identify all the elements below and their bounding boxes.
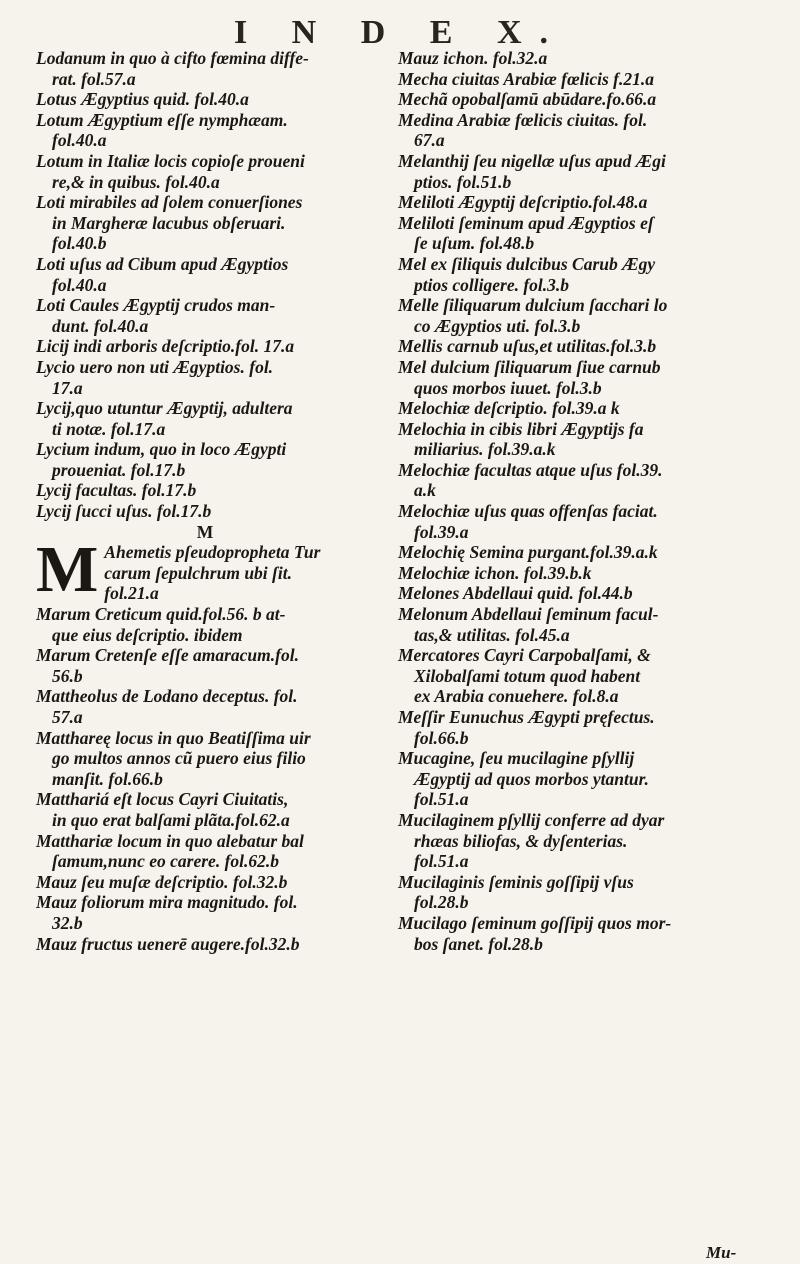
entry-line: Mel ex ſiliquis dulcibus Carub Ægy <box>398 253 656 274</box>
entry-line: go multos annos cũ puero eius filio <box>52 748 306 769</box>
entry-line: fol.39.a <box>414 521 469 542</box>
index-entry <box>398 89 738 110</box>
index-entry <box>398 295 738 336</box>
index-entry <box>398 810 738 872</box>
entry-line: fol.21.a <box>104 583 159 604</box>
entry-line: Matthariæ locum in quo alebatur bal <box>36 830 304 851</box>
index-entry <box>36 892 376 933</box>
index-entry <box>398 542 738 563</box>
index-entry <box>398 254 738 295</box>
entry-line: Mucilaginis ſeminis goſſipij vſus <box>398 871 634 892</box>
entry-line: fol.40.b <box>52 233 107 254</box>
index-entry <box>36 336 376 357</box>
entry-line: Melochiæ ichon. fol.39.b.k <box>398 562 592 583</box>
index-entry <box>36 604 376 645</box>
entry-line: dunt. fol.40.a <box>52 315 149 336</box>
entry-line: ptios colligere. fol.3.b <box>414 274 570 295</box>
index-entry <box>398 748 738 810</box>
entry-line: Matthareę locus in quo Beatiſſima uir <box>36 727 311 748</box>
entry-line: 57.a <box>52 707 83 727</box>
index-entry <box>398 583 738 604</box>
entry-line: Meliloti ſeminum apud Ægyptios eſ <box>398 212 654 233</box>
entry-line: Melochiæ facultas atque uſus fol.39. <box>398 459 663 480</box>
index-entry <box>36 934 376 955</box>
entry-line: Mel dulcium ſiliquarum ſiue carnub <box>398 356 661 377</box>
index-entry <box>398 604 738 645</box>
entry-line: Melochię Semina purgant.fol.39.a.k <box>398 542 658 563</box>
index-entry <box>36 254 376 295</box>
index-entry <box>36 110 376 151</box>
entry-line: quos morbos iuuet. fol.3.b <box>414 377 602 398</box>
entry-line: Lycij,quo utuntur Ægyptij, adultera <box>36 398 293 419</box>
index-entry <box>398 501 738 542</box>
catchword: Mu- <box>706 1243 737 1262</box>
index-entry <box>398 213 738 254</box>
entry-line: Meſſir Eunuchus Ægypti pręfectus. <box>398 707 655 727</box>
index-entry <box>36 89 376 110</box>
index-entry <box>36 480 376 501</box>
entry-line: ex Arabia conuehere. fol.8.a <box>414 686 619 707</box>
entry-line: Ahemetis pſeudopropheta Tur <box>104 542 321 563</box>
entry-line: 56.b <box>52 665 83 686</box>
index-entry <box>36 645 376 686</box>
entry-line: Mucilago ſeminum goſſipij quos mor- <box>398 912 672 933</box>
entry-line: Lotum Ægyptium eſſe nymphæam. <box>36 109 288 130</box>
index-entry <box>398 336 738 357</box>
entry-line: Mercatores Cayri Carpobalſami, & <box>398 645 651 666</box>
entry-line: in quo erat balſami plãta.fol.62.a <box>52 809 290 830</box>
index-entry <box>398 913 738 954</box>
index-entry <box>36 151 376 192</box>
page-header: I N D E X. <box>233 14 567 51</box>
entry-line: fol.51.a <box>414 789 469 810</box>
index-entry <box>398 151 738 192</box>
entry-line: Melochiæ deſcriptio. fol.39.a k <box>398 398 620 419</box>
entry-line: co Ægyptios uti. fol.3.b <box>414 315 581 336</box>
index-entry <box>36 48 376 89</box>
entry-line: Mattheolus de Lodano deceptus. fol. <box>36 686 298 707</box>
entry-line: Loti Caules Ægyptij crudos man- <box>36 295 276 316</box>
entry-line: Xilobalſami totum quod habent <box>414 665 641 686</box>
entry-line: fol.28.b <box>414 892 469 913</box>
entry-line: tas,& utilitas. fol.45.a <box>414 624 570 645</box>
entry-line: Melochiæ uſus quas offenſas faciat. <box>398 501 658 522</box>
entry-line: Loti mirabiles ad ſolem conuerſiones <box>36 192 303 213</box>
entry-line: fol.40.a <box>52 274 107 295</box>
index-entry <box>398 419 738 460</box>
index-entry <box>398 460 738 501</box>
entry-line: rat. fol.57.a <box>52 68 136 89</box>
entry-line: fol.66.b <box>414 727 469 748</box>
index-entry <box>36 192 376 254</box>
entry-line: Lycij ſucci uſus. fol.17.b <box>36 501 212 522</box>
index-entry <box>36 533 376 607</box>
entry-line: 17.a <box>52 377 83 398</box>
index-entry <box>36 357 376 398</box>
entry-line: Mauz ichon. fol.32.a <box>398 48 548 68</box>
entry-line: Lotus Ægyptius quid. fol.40.a <box>36 89 249 110</box>
index-entry <box>36 439 376 480</box>
entry-line: bos ſanet. fol.28.b <box>414 933 543 954</box>
index-entry <box>36 789 376 830</box>
entry-line: Marum Creticum quid.fol.56. b at- <box>36 604 286 625</box>
entry-line: Mauz ſeu muſæ deſcriptio. fol.32.b <box>36 871 288 892</box>
index-entry <box>36 686 376 727</box>
entry-line: ſe uſum. fol.48.b <box>414 233 535 254</box>
entry-line: Melochia in cibis libri Ægyptijs fa <box>398 418 644 439</box>
index-entry <box>398 563 738 584</box>
entry-line: ptios. fol.51.b <box>414 171 512 192</box>
index-entry <box>36 501 376 522</box>
entry-line: Loti uſus ad Cibum apud Ægyptios <box>36 253 289 274</box>
entry-line: Matthariá eſt locus Cayri Ciuitatis, <box>36 789 289 810</box>
entry-line: Lotum in Italiæ locis copioſe proueni <box>36 150 305 171</box>
index-entry <box>398 48 738 69</box>
entry-line: in Margheræ lacubus obſeruari. <box>52 212 286 233</box>
entry-line: Medina Arabiæ fœlicis ciuitas. fol. <box>398 109 648 130</box>
entry-line: Licij indi arboris deſcriptio.fol. 17.a <box>36 336 295 357</box>
entry-line: Melones Abdellaui quid. fol.44.b <box>398 583 633 604</box>
entry-line: a.k <box>414 480 436 501</box>
entry-line: Mucilaginem pſyllij conferre ad dyar <box>398 809 665 830</box>
entry-line: Mauz foliorum mira magnitudo. fol. <box>36 892 298 913</box>
entry-line: que eius deſcriptio. ibidem <box>52 624 243 645</box>
entry-line: fol.40.a <box>52 130 107 151</box>
section-letter: M <box>196 521 216 542</box>
index-entry <box>398 872 738 913</box>
entry-line: re,& in quibus. fol.40.a <box>52 171 220 192</box>
entry-line: Meliloti Ægyptij deſcriptio.fol.48.a <box>398 192 648 213</box>
entry-line: Mecha ciuitas Arabiæ fœlicis f.21.a <box>398 68 655 89</box>
entry-line: Ægyptij ad quos morbos ytantur. <box>414 768 649 789</box>
index-entry <box>36 398 376 439</box>
index-entry <box>398 69 738 90</box>
index-entry <box>398 110 738 151</box>
index-entry <box>398 398 738 419</box>
entry-line: ti notæ. fol.17.a <box>52 418 166 439</box>
entry-line: miliarius. fol.39.a.k <box>414 439 556 460</box>
entry-line: carum ſepulchrum ubi ſit. <box>104 562 292 583</box>
entry-line: Melanthij ſeu nigellæ uſus apud Ægi <box>398 150 666 171</box>
entry-line: Mellis carnub uſus,et utilitas.fol.3.b <box>398 336 657 357</box>
index-entry <box>398 707 738 748</box>
index-entry <box>36 295 376 336</box>
index-entry <box>36 831 376 872</box>
index-entry <box>36 872 376 893</box>
entry-line: Melonum Abdellaui ſeminum facul- <box>398 604 659 625</box>
entry-line: Lycio uero non uti Ægyptios. fol. <box>36 356 274 377</box>
entry-line: Mechã opobalſamū abūdare.fo.66.a <box>398 89 657 110</box>
entry-line: 67.a <box>414 130 445 151</box>
entry-line: rhæas biliofas, & dyſenterias. <box>414 830 628 851</box>
entry-line: Marum Cretenſe eſſe amaracum.fol. <box>36 645 299 666</box>
entry-line: fol.51.a <box>414 851 469 872</box>
entry-line: Melle ſiliquarum dulcium ſacchari lo <box>398 295 668 316</box>
entry-line: ſamum,nunc eo carere. fol.62.b <box>52 851 280 872</box>
entry-line: Mucagine, ſeu mucilagine pſyllij <box>398 748 635 769</box>
index-entry <box>398 645 738 707</box>
entry-line: Mauz fructus uenerē augere.fol.32.b <box>36 933 300 954</box>
dropcap-letter: M <box>36 533 99 607</box>
right-column <box>398 48 738 954</box>
entry-line: Lycij facultas. fol.17.b <box>36 480 197 501</box>
entry-line: Lycium indum, quo in loco Ægypti <box>36 439 287 460</box>
index-entry <box>398 192 738 213</box>
entry-line: Lodanum in quo à cifto fœmina diffe- <box>36 48 309 68</box>
entry-line: proueniat. fol.17.b <box>52 459 186 480</box>
entry-line: 32.b <box>52 912 83 933</box>
index-entry <box>36 728 376 790</box>
entry-line: manſit. fol.66.b <box>52 768 163 789</box>
index-entry <box>398 357 738 398</box>
left-column <box>36 48 376 954</box>
